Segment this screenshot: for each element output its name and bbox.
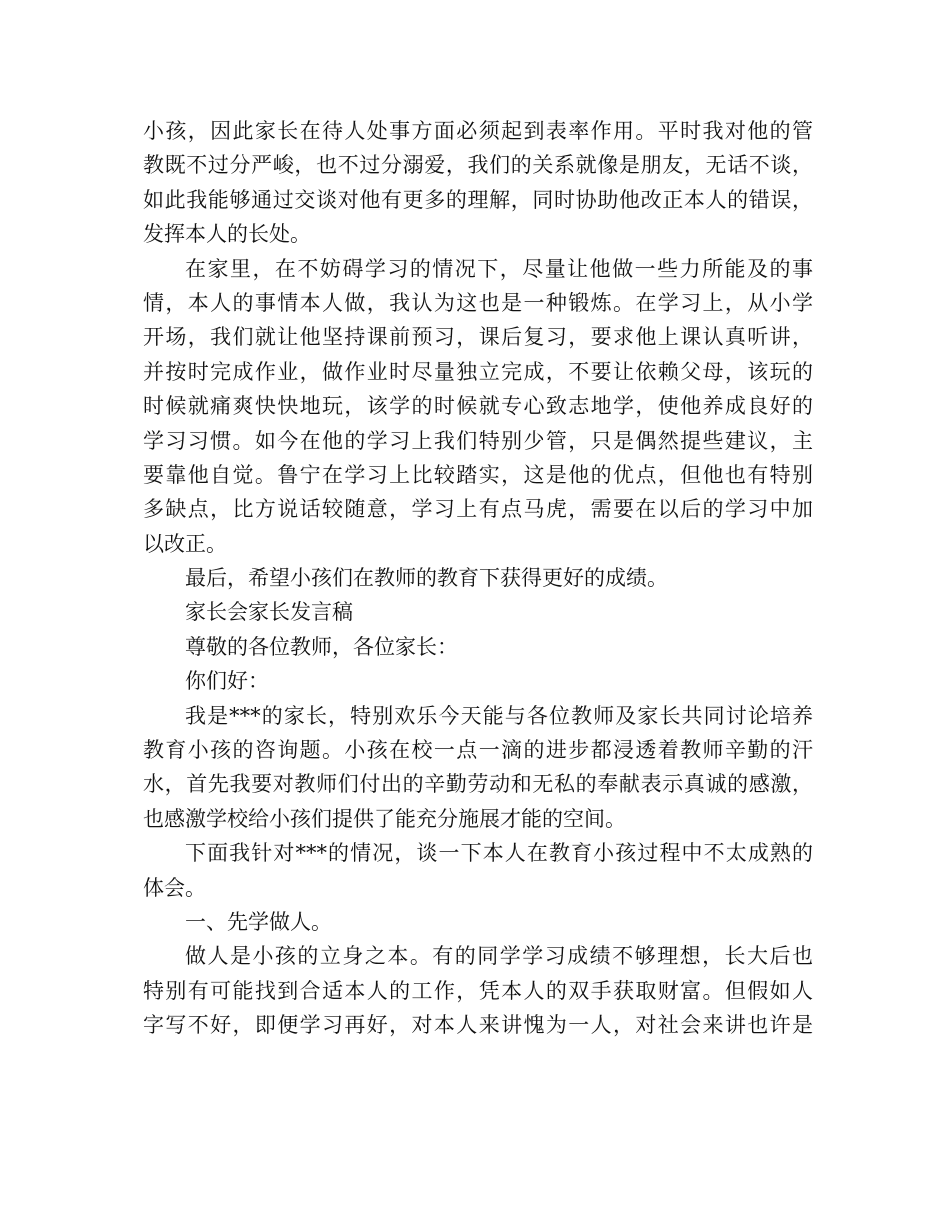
text-line: 要靠他自觉。鲁宁在学习上比较踏实，这是他的优点，但他也有特别 (143, 462, 813, 487)
text-line: 做人是小孩的立身之本。有的同学学习成绩不够理想，长大后也 (185, 944, 813, 969)
text-line: 多缺点，比方说话较随意，学习上有点马虎，需要在以后的学习中加 (143, 497, 813, 522)
text-line: 并按时完成作业，做作业时尽量独立完成，不要让依赖父母，该玩的 (143, 359, 813, 384)
text-line: 以改正。 (143, 531, 227, 556)
text-line: 如此我能够通过交谈对他有更多的理解，同时协助他改正本人的错误， (143, 187, 813, 212)
text-line: 发挥本人的长处。 (143, 222, 311, 247)
text-line: 你们好： (185, 669, 269, 694)
text-line: 字写不好，即便学习再好，对本人来讲愧为一人，对社会来讲也许是 (143, 1013, 813, 1038)
text-line: 最后，希望小孩们在教师的教育下获得更好的成绩。 (185, 566, 668, 591)
text-line: 教育小孩的咨询题。小孩在校一点一滴的进步都浸透着教师辛勤的汗 (143, 738, 813, 763)
text-line: 时候就痛爽快快地玩，该学的时候就专心致志地学，使他养成良好的 (143, 394, 813, 419)
document-body (143, 114, 813, 1043)
text-line: 特别有可能找到合适本人的工作，凭本人的双手获取财富。但假如人 (143, 978, 813, 1003)
text-line: 水，首先我要对教师们付出的辛勤劳动和无私的奉献表示真诚的感激， (143, 772, 813, 797)
text-line: 小孩，因此家长在待人处事方面必须起到表率作用。平时我对他的管 (143, 119, 813, 143)
text-line: 尊敬的各位教师，各位家长： (185, 634, 458, 659)
text-line: 也感激学校给小孩们提供了能充分施展才能的空间。 (143, 806, 626, 831)
text-line: 家长会家长发言稿 (185, 600, 353, 625)
text-line: 我是***的家长，特别欢乐今天能与各位教师及家长共同讨论培养 (185, 703, 813, 728)
text-line: 在家里，在不妨碍学习的情况下，尽量让他做一些力所能及的事 (185, 256, 813, 281)
text-line: 下面我针对***的情况，谈一下本人在教育小孩过程中不太成熟的 (185, 841, 813, 866)
text-line: 一、先学做人。 (185, 909, 332, 934)
text-line: 体会。 (143, 875, 206, 900)
text-line: 教既不过分严峻，也不过分溺爱，我们的关系就像是朋友，无话不谈， (143, 153, 813, 178)
text-line: 学习习惯。如今在他的学习上我们特别少管，只是偶然提些建议，主 (143, 428, 813, 453)
text-line: 开场，我们就让他坚持课前预习，课后复习，要求他上课认真听讲， (143, 325, 813, 350)
text-line: 情，本人的事情本人做，我认为这也是一种锻炼。在学习上，从小学 (143, 290, 813, 315)
